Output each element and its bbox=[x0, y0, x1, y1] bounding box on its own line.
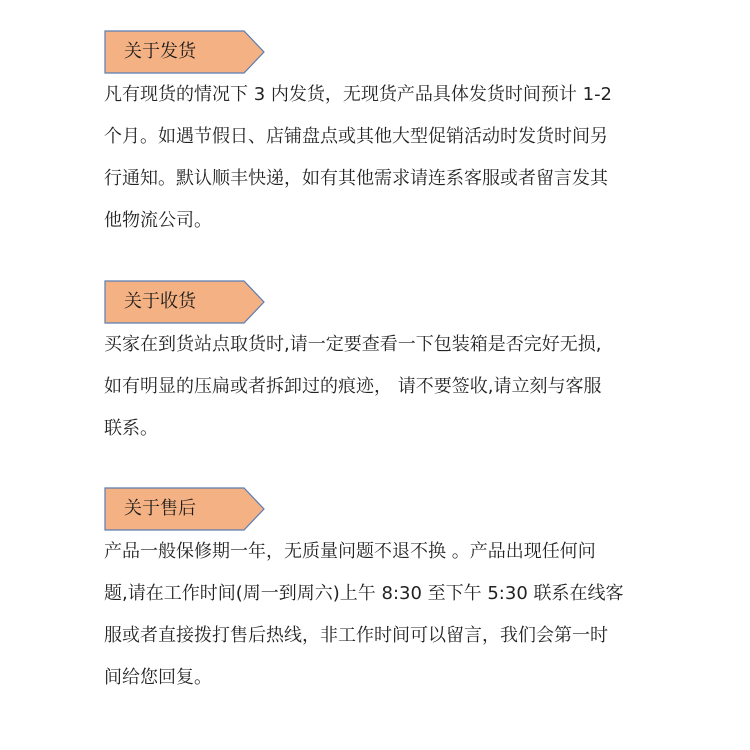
receiving-heading-tag bbox=[104, 280, 264, 324]
aftersales-heading: 关于售后 bbox=[124, 498, 196, 519]
shipping-line-1: 凡有现货的情况下 3 内发货，无现货产品具体发货时间预计 1-2 bbox=[104, 84, 613, 105]
shipping-line-4: 他物流公司。 bbox=[104, 210, 212, 231]
receiving-line-3: 联系。 bbox=[104, 418, 158, 439]
shipping-body bbox=[104, 74, 674, 242]
shipping-heading-tag bbox=[104, 30, 264, 74]
receiving-line-2: 如有明显的压扁或者拆卸过的痕迹， 请不要签收,请立刻与客服 bbox=[104, 376, 602, 397]
aftersales-line-4: 间给您回复。 bbox=[104, 667, 212, 688]
shipping-heading: 关于发货 bbox=[124, 41, 196, 62]
aftersales-line-3: 服或者直接拨打售后热线，非工作时间可以留言，我们会第一时 bbox=[104, 625, 608, 646]
shipping-line-3: 行通知。默认顺丰快递，如有其他需求请连系客服或者留言发其 bbox=[104, 168, 608, 189]
receiving-heading: 关于收货 bbox=[124, 291, 196, 312]
shipping-section bbox=[104, 30, 674, 242]
receiving-section bbox=[104, 280, 674, 450]
receiving-body bbox=[104, 324, 674, 450]
aftersales-heading-tag bbox=[104, 487, 264, 531]
aftersales-line-1: 产品一般保修期一年，无质量问题不退不换 。产品出现任何问 bbox=[104, 541, 596, 562]
aftersales-line-2: 题,请在工作时间(周一到周六)上午 8:30 至下午 5:30 联系在线客 bbox=[104, 583, 624, 604]
receiving-line-1: 买家在到货站点取货时,请一定要查看一下包装箱是否完好无损, bbox=[104, 334, 602, 355]
aftersales-section bbox=[104, 487, 674, 699]
shipping-line-2: 个月。如遇节假日、店铺盘点或其他大型促销活动时发货时间另 bbox=[104, 126, 608, 147]
aftersales-body bbox=[104, 531, 674, 699]
